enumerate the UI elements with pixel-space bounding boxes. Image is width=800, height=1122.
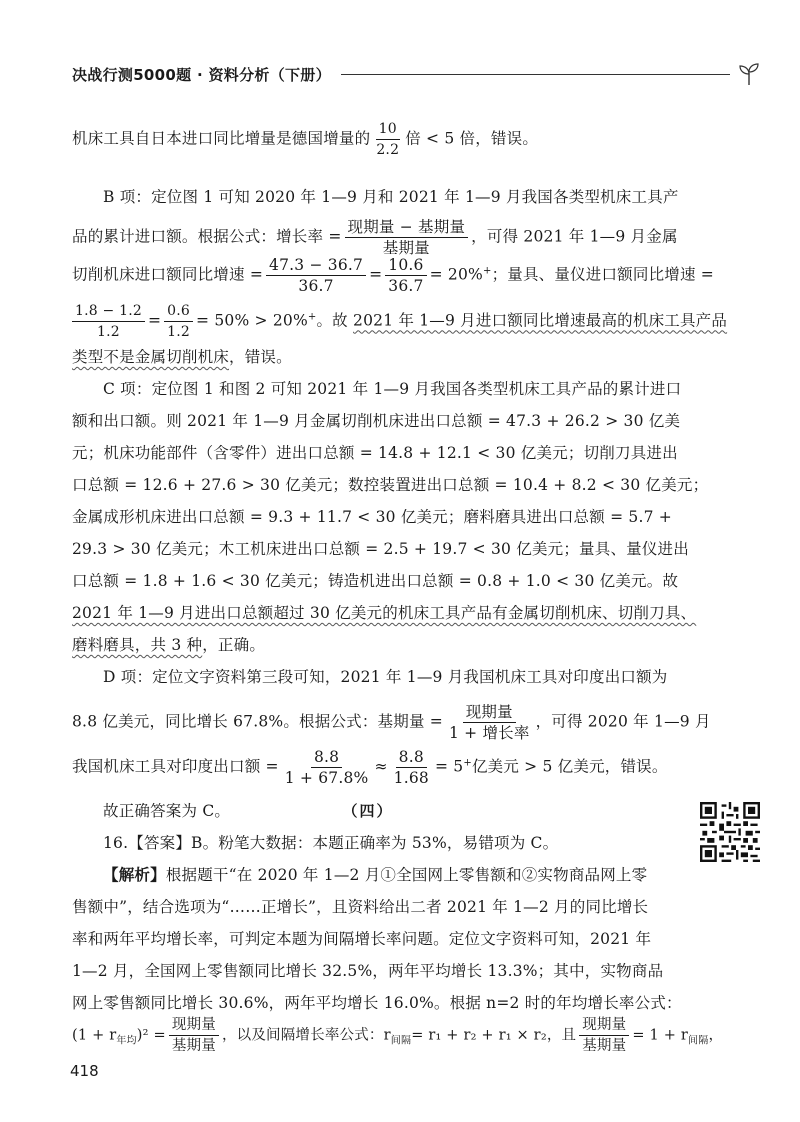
denominator: 1 + 67.8%: [284, 769, 369, 787]
text-line: C 项：定位图 1 和图 2 可知 2021 年 1—9 月我国各类型机床工具产品的累计进口: [103, 380, 682, 398]
fraction: [169, 1016, 219, 1055]
formula-line: [72, 1016, 724, 1055]
text-line: 29.3 > 30 亿美元；木工机床进出口总额 = 2.5 + 19.7 < 30 亿美元；量具、量仪进出: [72, 540, 689, 558]
text-run: = r₁ + r₂ + r₁ × r₂，且: [411, 1027, 577, 1044]
fraction: [373, 120, 402, 159]
text-line: [72, 256, 714, 295]
underlined-text: 2021 年 1—9 月进出口总额超过 30 亿美元的机床工具产品有金属切削机床、切削刀具、: [72, 604, 697, 622]
denominator: 2.2: [376, 142, 400, 158]
text-run: =: [369, 265, 383, 284]
text-line: [72, 748, 668, 787]
superscript: +: [307, 311, 317, 323]
text-run: )² =: [136, 1027, 166, 1044]
denominator: 1.2: [167, 324, 191, 340]
text-run: ，: [708, 1027, 724, 1044]
text-line: 16.【答案】B。粉笔大数据：本题正确率为 53%，易错项为 C。: [103, 834, 559, 852]
numerator: 0.6: [164, 302, 193, 322]
text-line: 1—2 月，全国网上零售额同比增长 32.5%，两年平均增长 13.3%；其中，实物商品: [72, 962, 664, 980]
denominator: 36.7: [298, 277, 334, 295]
text-run: = 1 + r: [632, 1027, 689, 1044]
text-run: ，错误。: [229, 348, 292, 366]
numerator: 8.8: [396, 748, 427, 768]
fraction: [446, 703, 533, 742]
denominator: 基期量: [582, 1038, 627, 1054]
underlined-text: 2021 年 1—9 月进口额同比增速最高的机床工具产品: [353, 311, 728, 330]
fraction: [266, 256, 366, 295]
text-run: 机床工具自日本进口同比增量是德国增量的: [72, 129, 371, 148]
fraction: [391, 748, 432, 787]
text-run: = 5: [434, 757, 464, 776]
text-run: 我国机床工具对印度出口额 =: [72, 757, 279, 776]
subscript: 年均: [116, 1035, 137, 1047]
text-run: (1 + r: [72, 1027, 117, 1044]
text-line: D 项：定位文字资料第三段可知，2021 年 1—9 月我国机床工具对印度出口额为: [103, 668, 668, 686]
fraction: [164, 302, 193, 341]
qr-code-icon[interactable]: [700, 802, 760, 862]
text-line: 口总额 = 12.6 + 27.6 > 30 亿美元；数控装置进出口总额 = 10.4 + 8.2 < 30 亿美元；: [72, 476, 709, 494]
text-line: 金属成形机床进出口总额 = 9.3 + 11.7 < 30 亿美元；磨料磨具进出口总额 = 5.7 +: [72, 508, 672, 526]
text-line: [72, 602, 697, 624]
text-run: ，正确。: [202, 636, 266, 654]
numerator: 8.8: [311, 748, 342, 768]
subscript: 间隔: [688, 1035, 709, 1047]
analysis-label: 【解析】: [103, 865, 166, 884]
text-run: ，以及间隔增长率公式：r: [221, 1027, 391, 1044]
fraction: [72, 302, 145, 341]
numerator: 现期量: [463, 703, 516, 723]
fraction: [385, 256, 426, 295]
numerator: 现期量: [579, 1016, 629, 1036]
text-run: =: [147, 311, 162, 330]
superscript: +: [463, 757, 472, 769]
text-line: [72, 302, 728, 341]
text-line: [72, 120, 664, 159]
text-line: [72, 703, 711, 742]
text-line: [72, 634, 664, 656]
text-line: 额和出口额。则 2021 年 1—9 月金属切削机床进出口总额 = 47.3 + 26.2 > 30 亿美: [72, 412, 681, 430]
page-header: [72, 60, 762, 88]
denominator: 1.2: [97, 324, 120, 340]
subscript: 间隔: [390, 1035, 412, 1047]
text-line: 故正确答案为 C。: [103, 802, 231, 820]
text-run: 品的累计进口额。根据公式：增长率 =: [72, 227, 342, 246]
text-run: ≈: [374, 757, 388, 776]
text-line: [72, 346, 664, 368]
text-run: 根据题干“在 2020 年 1—2 月①全国网上零售额和②实物商品网上零: [165, 866, 648, 884]
text-run: 倍 < 5 倍，错误。: [405, 129, 539, 148]
denominator: 36.7: [388, 277, 424, 295]
denominator: 基期量: [171, 1038, 216, 1054]
text-line: 率和两年平均增长率，可判定本题为间隔增长率问题。定位文字资料可知，2021 年: [72, 930, 652, 948]
text-run: ，可得 2021 年 1—9 月金属: [471, 227, 678, 246]
numerator: 10: [376, 120, 400, 140]
denominator: 基期量: [382, 239, 430, 257]
text-run: 亿美元 > 5 亿美元，错误。: [471, 757, 668, 776]
text-run: = 50% > 20%: [196, 311, 308, 330]
text-line: [72, 218, 678, 257]
book-title: 决战行测5000题 · 资料分析（下册）: [72, 65, 331, 84]
fraction: [345, 218, 469, 257]
text-run: 切削机床进口额同比增速 =: [72, 265, 264, 284]
header-rule: [341, 74, 730, 75]
numerator: 47.3 − 36.7: [266, 256, 366, 276]
underlined-text: 磨料磨具，共 3 种: [72, 636, 203, 654]
numerator: 1.8 − 1.2: [72, 302, 145, 322]
text-line: 口总额 = 1.8 + 1.6 < 30 亿美元；铸造机进出口总额 = 0.8 + 1.0 < 30 亿美元。故: [72, 572, 679, 590]
text-line: B 项：定位图 1 可知 2020 年 1—9 月和 2021 年 1—9 月我国各类型机床工具产: [103, 188, 679, 206]
text-line: 售额中”，结合选项为“……正增长”，且资料给出二者 2021 年 1—2 月的同比增长: [72, 898, 649, 916]
fraction: [282, 748, 372, 787]
numerator: 现期量 − 基期量: [345, 218, 469, 238]
text-run: = 20%: [429, 265, 483, 284]
text-run: 8.8 亿美元，同比增长 67.8%。根据公式：基期量 =: [72, 712, 443, 731]
denominator: 1 + 增长率: [448, 724, 530, 742]
sprout-icon: [736, 61, 762, 87]
text-run: ，可得 2020 年 1—9 月: [535, 712, 711, 731]
superscript: +: [482, 265, 492, 277]
section-heading: （四）: [342, 802, 394, 820]
text-line: [72, 864, 664, 886]
text-line: 网上零售额同比增长 30.6%，两年平均增长 16.0%。根据 n=2 时的年均增长率公式：: [72, 994, 682, 1012]
fraction: [579, 1016, 629, 1055]
text-line: 元；机床功能部件（含零件）进出口总额 = 14.8 + 12.1 < 30 亿美元；切削刀具进出: [72, 444, 678, 462]
text-run: 。故: [316, 311, 354, 330]
denominator: 1.68: [393, 769, 429, 787]
underlined-text: 类型不是金属切削机床: [72, 348, 230, 366]
text-run: ；量具、量仪进口额同比增速 =: [491, 265, 714, 284]
numerator: 现期量: [169, 1016, 219, 1036]
page-number: 418: [70, 1062, 99, 1080]
numerator: 10.6: [385, 256, 426, 276]
